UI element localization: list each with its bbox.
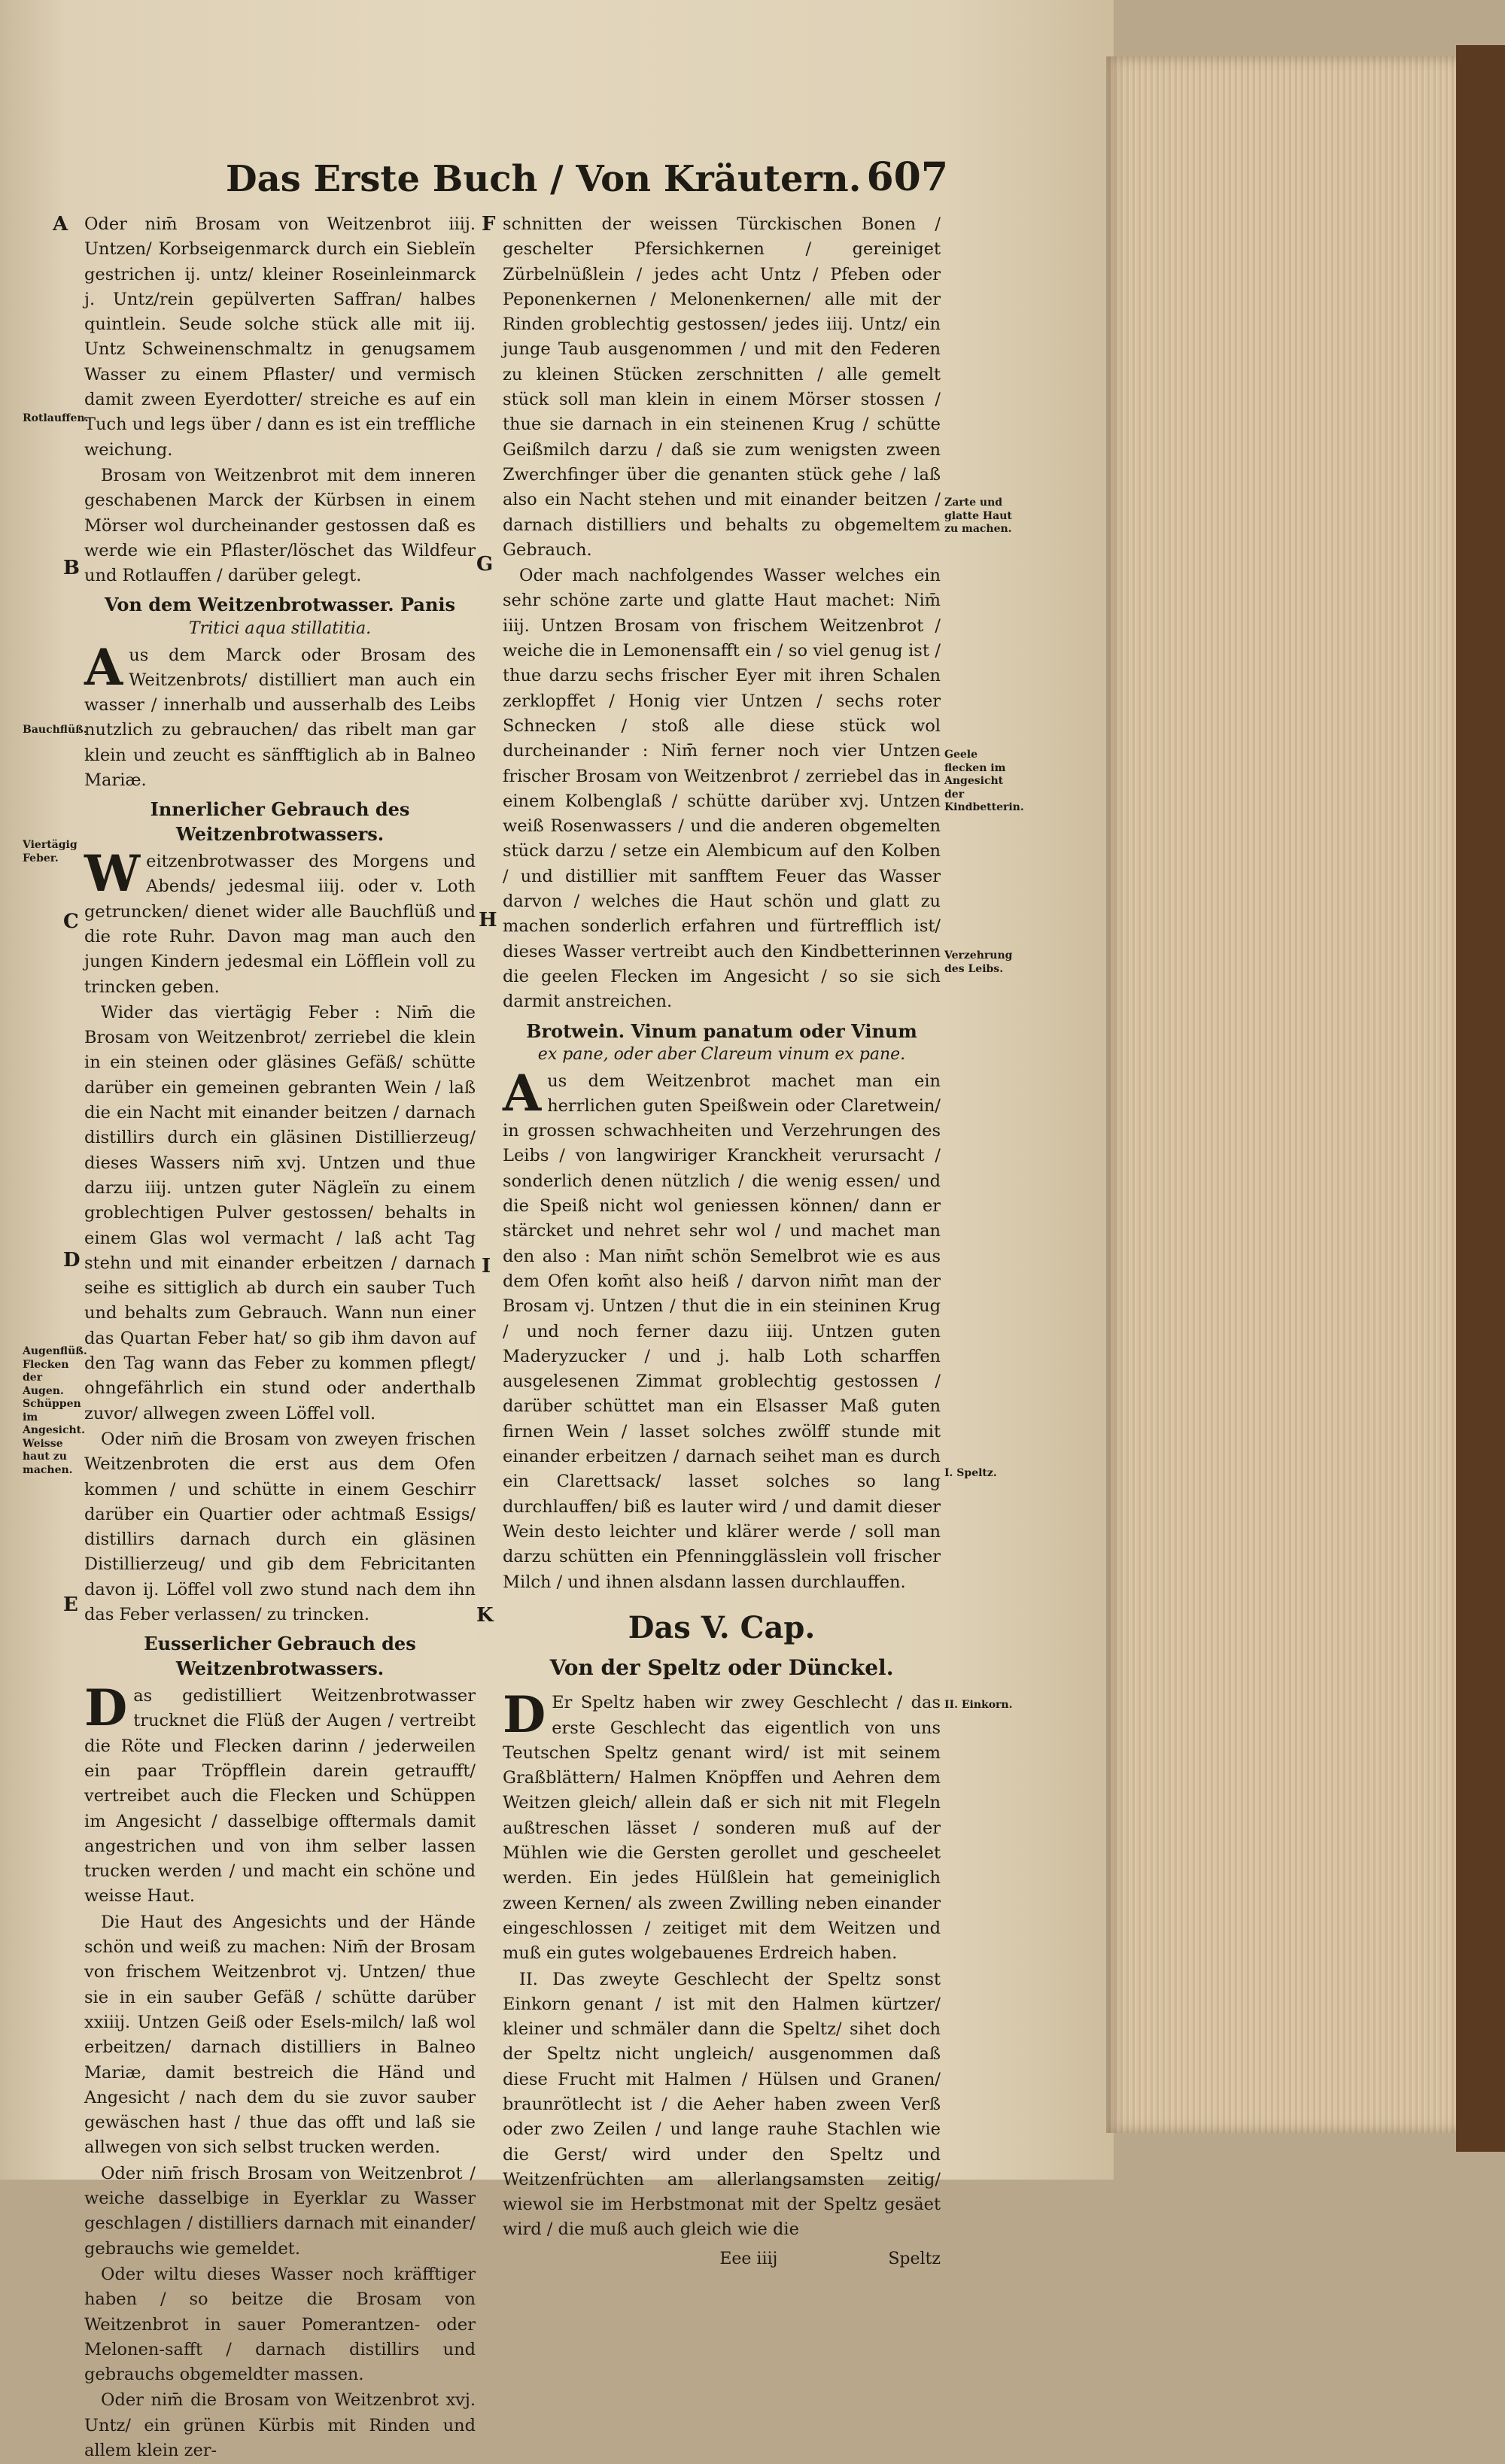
heading-latin: ex pane, oder aber Clareum vinum ex pane. [537, 1044, 906, 1064]
margin-note: I. Speltz. [944, 1467, 997, 1479]
right-column [503, 212, 941, 2271]
section-heading [503, 1019, 941, 1066]
paragraph: Oder nim̄ die Brosam von Weitzenbrot xvj. Untz/ ein grünen Kürbis mit Rinden und allem klein zer- [84, 2390, 476, 2460]
paragraph [503, 1685, 941, 1966]
book-cover-edge [1456, 45, 1505, 2152]
paragraph: Brosam von Weitzenbrot mit dem inneren geschabenen Marck der Kürbsen in einem Mörser wol durcheinander gestossen daß es werde wie ein Pflaster/löschet das Wildfeur und Rotlauffen / darüber gelegt. [84, 465, 476, 586]
margin-note: II. Einkorn. [944, 1699, 1013, 1711]
drop-initial: A [503, 1063, 542, 1123]
section-letter-a: A [53, 213, 68, 235]
paragraph [503, 1063, 941, 1595]
paragraph-text: Er Speltz haben wir zwey Geschlecht / das erste Geschlecht das eigentlich von uns Teutschen Speltz genant wird/ ist mit seinem Graßblättern/ Halmen Knöpffen und Aehren dem Weitzen gleich/ allein daß er sich nit mit Flegeln außtreschen lässet / sonderen muß auf der Mühlen wie die Gersten gerollet und gescheelet werden. Ein jedes Hülßlein hat gemeiniglich zween Kernen/ als zween Zwilling neben einander eingeschlossen / zeitiget mit dem Weitzen und muß ein gutes wolgebauenes Erdreich haben. [503, 1693, 941, 1964]
paragraph [84, 1679, 476, 1910]
heading-latin: Tritici aqua stillatitia. [188, 618, 372, 638]
page-number: 607 [866, 154, 948, 200]
paragraph-text: eitzenbrotwasser des Morgens und Abends/ jedesmal iiij. oder v. Loth getruncken/ dienet wider alle Bauchflüß und die rote Ruhr. Davon mag man auch den jungen Kindern jedesmal ein Löfflein voll zu trincken geben. [84, 852, 476, 997]
section-letter-i: I [482, 1255, 491, 1278]
paragraph: schnitten der weissen Türckischen Bonen / geschelter Pfersichkernen / gereiniget Zürbelnüßlein / jedes acht Untz / Pfeben oder Peponenkernen / Melonenkernen/ alle mit der Rinden groblechtig gestossen/ jedes iiij. Untz/ ein junge Taub ausgenommen / und mit den Federen zu kleinen Stücken zerschnitten / alle gemelt stück soll man klein in einem Mörser stossen / thue sie darnach in ein steinenen Krug / schütte Geißmilch darzu / daß sie zum wenigsten zween Zwerchfinger über die genanten stück gehe / laß also ein Nacht stehen und mit einander beitzen / darnach distilliers und behalts zu obgemeltem Gebrauch. [503, 214, 941, 560]
section-letter-c: C [63, 910, 79, 933]
margin-note: Augenflüß. Flecken der Augen. Schüppen im Angesicht. Weisse haut zu machen. [23, 1345, 87, 1476]
paragraph: Oder nim̄ Brosam von Weitzenbrot iiij. Untzen/ Korbseigenmarck durch ein Siebleïn gestrichen ij. untz/ kleiner Roseinleinmarck j. Untz/rein gepülverten Saffran/ halbes quintlein. Seude solche stück alle mit iij. Untz Schweinenschmaltz in genugsamem Wasser zu einem Pflaster/ und vermisch damit zween Eyerdotter/ streiche es auf ein Tuch und legs über / dann es ist ein treffliche weichung. [84, 214, 476, 460]
running-header [226, 154, 948, 207]
drop-initial: W [84, 844, 141, 904]
paragraph [84, 844, 476, 1000]
book-fore-edge [1106, 56, 1460, 2133]
signature-mark: Eee iiij [719, 2249, 778, 2268]
running-title: Das Erste Buch / Von Kräutern. [226, 158, 862, 200]
margin-note: Zarte und glatte Haut zu machen. [944, 497, 1012, 535]
paragraph: Oder mach nachfolgendes Wasser welches ein sehr schöne zarte und glatte Haut machet: Nim̄ iiij. Untzen Brosam von frischem Weitzenbrot / weiche die in Lemonensafft ein / so viel genug ist / thue darzu sechs frischer Eyer mit ihren Schalen zerklopffet / Honig vier Untzen / sechs roter Schnecken / stoß alle diese stück wol durcheinander : Nim̄ ferner noch vier Untzen frischer Brosam von Weitzenbrot / zerriebel das in einem Kolbenglaß / schütte darüber xvj. Untzen weiß Rosenwassers / und die anderen obgemelten stück darzu / setze ein Alembicum auf den Kolben / und distillier mit sanfftem Feuer das Wasser darvon / welches die Haut schön und glatt zu machen sonderlich erfahren und fürtrefflich ist/ dieses Wasser vertreibt auch den Kindbetterinnen die geelen Flecken im Angesicht / so sie sich darmit anstreichen. [503, 566, 941, 1012]
chapter-title: Das V. Cap. [628, 1609, 816, 1645]
paragraph: Oder nim̄ die Brosam von zweyen frischen Weitzenbroten die erst aus dem Ofen kommen / und schütte in einem Geschirr darüber ein Quartier oder achtmaß Essigs/ distillirs darnach durch ein gläsinen Distillierzeug/ und gib dem Febricitanten davon ij. Löffel voll zwo stund nach dem ihn das Feber verlassen/ zu trincken. [84, 1429, 476, 1624]
section-letter-f: F [482, 213, 496, 235]
drop-initial: D [84, 1679, 128, 1738]
paragraph [84, 637, 476, 794]
catchword: Speltz [888, 2249, 941, 2268]
section-heading: Innerlicher Gebrauch des Weitzenbrotwassers. [150, 798, 410, 845]
paragraph: Die Haut des Angesichts und der Hände schön und weiß zu machen: Nim̄ der Brosam von frischem Weitzenbrot vj. Untzen/ thue sie in ein sauber Gefäß / schütte darüber xxiiij. Untzen Geiß oder Esels-milch/ laß wol erbeitzen/ darnach distilliers in Balneo Mariæ, damit bestreich die Händ und Angesicht / nach dem du sie zuvor sauber gewäschen hast / thue das offt und laß sie allwegen von sich selbst trucken werden. [84, 1912, 476, 2158]
paragraph-text: as gedistilliert Weitzenbrotwasser trucknet die Flüß der Augen / vertreibt die Röte und Flecken darinn / jederweilen ein paar Tröpfflein darein getraufft/ vertreibet auch die Flecken und Schüppen im Angesicht / dasselbige offtermals damit angestrichen und von ihm selber lassen trucken werden / und macht ein schöne und weisse Haut. [84, 1686, 476, 1906]
margin-note: Rotlauffen. [23, 412, 89, 424]
section-letter-e: E [63, 1594, 78, 1616]
drop-initial: D [503, 1685, 546, 1745]
chapter-subtitle: Von der Speltz oder Dünckel. [549, 1654, 894, 1680]
section-letter-g: G [476, 553, 494, 576]
margin-note: Bauchflüß. [23, 724, 87, 736]
page-footer [503, 2247, 941, 2272]
paragraph: Wider das viertägig Feber : Nim̄ die Brosam von Weitzenbrot/ zerriebel die klein in ein steinen oder gläsines Gefäß/ schütte darüber ein gemeinen gebranten Wein / laß die ein Nacht mit einander beitzen / darnach distillirs durch ein gläsinen Distillierzeug/ dieses Wassers nim̄ xvj. Untzen und thue darzu iiij. untzen guter Nägleïn zu einem groblechtigen Pulver gestossen/ behalts in einem Glas wol vermacht / laß acht Tag stehn und mit einander erbeitzen / darnach seihe es sittiglich ab durch ein sauber Tuch und behalts zum Gebrauch. Wann nun einer das Quartan Feber hat/ so gib ihm davon auf den Tag wann das Feber zu kommen pflegt/ ohngefährlich ein stund oder anderthalb zuvor/ allwegen zween Löffel voll. [84, 1002, 476, 1423]
section-heading: Eusserlicher Gebrauch des Weitzenbrotwassers. [144, 1633, 416, 1679]
section-heading [84, 593, 476, 640]
section-letter-d: D [63, 1249, 81, 1271]
paragraph: Oder nim̄ frisch Brosam von Weitzenbrot / weiche dasselbige in Eyerklar zu Wasser geschlagen / distilliers darnach mit einander/ gebrauchs wie gemeldet. [84, 2163, 476, 2259]
left-column [84, 212, 476, 2464]
margin-note: Verzehrung des Leibs. [944, 949, 1013, 975]
paragraph-text: us dem Marck oder Brosam des Weitzenbrots/ distilliert man auch ein wasser / innerhalb und ausserhalb des Leibs nutzlich zu gebrauchen/ das ribelt man gar klein und zeucht es sänfftiglich ab in Balneo Mariæ. [84, 645, 476, 791]
heading-text: Brotwein. Vinum panatum oder Vinum [526, 1019, 917, 1042]
margin-note: Geele flecken im Angesicht der Kindbetterin. [944, 749, 1024, 813]
margin-note: Viertägig Feber. [23, 839, 78, 864]
section-letter-k: K [476, 1604, 494, 1627]
paragraph-text: us dem Weitzenbrot machet man ein herrlichen guten Speißwein oder Claretwein/ in grossen schwachheiten und Verzehrungen des Leibs / von langwiriger Kranckheit verursacht / sonderlich denen nützlich / die wenig essen/ und die Speiß nicht wol geniessen können/ dann er stärcket und nehret sehr wol / und machet man den also : Man nim̄t schön Semelbrot wie es aus dem Ofen kom̄t also heiß / darvon nim̄t man der Brosam vj. Untzen / thut die in ein steininen Krug / und noch ferner dazu iiij. Untzen guten Maderyzucker / und j. halb Loth scharffen ausgelesenen Zimmat groblechtig gestossen / darüber schüttet man ein Elsasser Maß guten firnen Wein / lasset solches zwölff stunde mit einander erbeitzen / darnach seihet man es durch ein Clarettsack/ lasset solches so lang durchlauffen/ biß es lauter wird / und damit dieser Wein desto leichter und klärer werde / soll man darzu schütten ein Pfenningglässlein voll frischer Milch / und ihnen alsdann lassen durchlauffen. [503, 1071, 941, 1592]
paragraph: II. Das zweyte Geschlecht der Speltz sonst Einkorn genant / ist mit den Halmen kürtzer/ kleiner und schmäler dann die Speltz/ sihet doch der Speltz nicht ungleich/ ausgenommen daß diese Frucht mit Halmen / Hülsen und Granen/ braunrötlecht ist / die Aeher haben zween Verß oder zwo Zeilen / und lange rauhe Stachlen wie die Gerst/ wird under den Speltz und Weitzenfrüchten am allerlangsamsten zeitig/ wiewol sie im Herbstmonat mit der Speltz gesäet wird / die muß auch gleich wie die [503, 1969, 941, 2240]
section-letter-h: H [479, 909, 497, 931]
section-letter-b: B [63, 557, 80, 579]
drop-initial: A [84, 637, 123, 697]
paragraph: Oder wiltu dieses Wasser noch kräfftiger haben / so beitze die Brosam von Weitzenbrot in sauer Pomerantzen- oder Melonen-safft / darnach distillirs und gebrauchs obgemeldter massen. [84, 2264, 476, 2385]
heading-text: Von dem Weitzenbrotwasser. Panis [104, 594, 456, 616]
